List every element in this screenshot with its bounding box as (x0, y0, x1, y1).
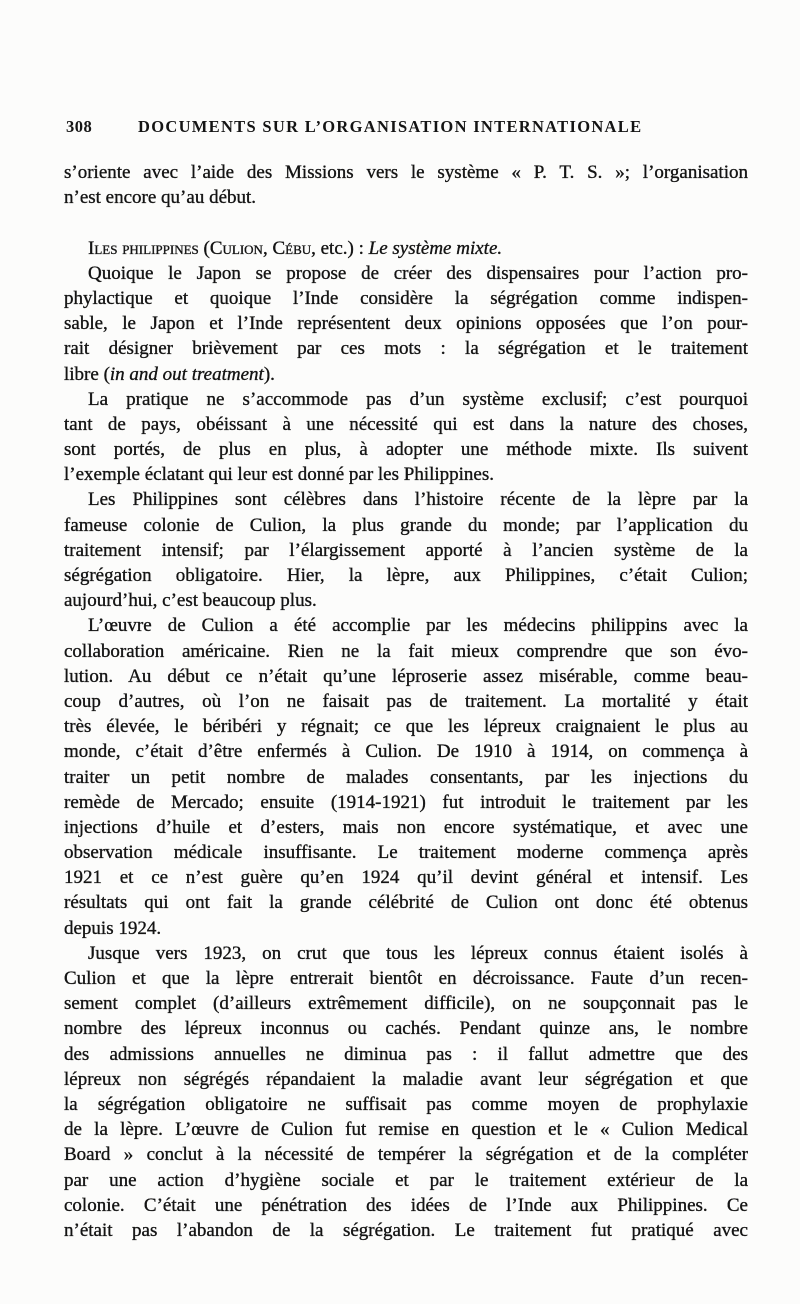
text-line: la ségrégation obligatoire ne suffisait pas comme moyen de prophylaxie (64, 1093, 748, 1115)
paragraph-first-line: La pratique ne s’accommode pas d’un système exclusif; c’est pourquoi (88, 388, 748, 410)
text-line: n’est encore qu’au début. (64, 187, 257, 209)
heading-place: Iles philippines (88, 237, 199, 259)
text-line: ségrégation obligatoire. Hier, la lèpre, aux Philippines, c’était Culion; (64, 565, 748, 586)
page-number: 308 (66, 117, 93, 136)
libre-before: libre ( (64, 363, 110, 385)
text-line: coup d’autres, où l’on ne faisait pas de traitement. La mortalité y était (64, 690, 748, 712)
heading-separator: : (358, 237, 364, 259)
text-line: Culion et que la lèpre entrerait bientôt en décroissance. Faute d’un recen- (64, 968, 748, 989)
text-line: sont portés, de plus en plus, à adopter une méthode mixte. Ils suivent (64, 439, 748, 461)
text-line: depuis 1924. (64, 917, 162, 939)
text-line: traitement intensif; par l’élargissement apporté à l’ancien système de la (64, 539, 748, 561)
text-line: traiter un petit nombre de malades consentants, par les injections du (64, 766, 748, 788)
text-line: par une action d’hygiène sociale et par le traitement extérieur de la (64, 1169, 748, 1191)
heading-etc: etc.) (320, 237, 354, 259)
paragraph-first-line: Quoique le Japon se propose de créer des dispensaires pour l’action pro- (88, 262, 748, 284)
page-body (64, 160, 748, 1243)
section-heading (64, 236, 748, 261)
text-line: s’oriente avec l’aide des Missions vers le système « P. T. S. »; l’organisation (64, 162, 748, 183)
text-line: aujourd’hui, c’est beaucoup plus. (64, 590, 317, 612)
text-line: observation médicale insuffisante. Le traitement moderne commença après (64, 842, 748, 864)
paragraph-first-line: Jusque vers 1923, on crut que tous les lépreux connus étaient isolés à (88, 942, 748, 964)
text-line: de la lèpre. L’œuvre de Culion fut remise en question et le « Culion Medical (64, 1119, 748, 1141)
paragraph-first-line: L’œuvre de Culion a été accomplie par les médecins philippins avec la (88, 615, 748, 637)
text-line: sement complet (d’ailleurs extrêmement difficile), on ne soupçonnait pas le (64, 993, 748, 1015)
text-line: Board » conclut à la nécessité de tempérer la ségrégation et de la compléter (64, 1144, 748, 1166)
text-line: résultats qui ont fait la grande célébrité de Culion ont donc été obtenus (64, 892, 748, 914)
heading-subplaces: (Culion, Cébu, (203, 237, 316, 259)
libre-italic: in and out treatment (109, 363, 264, 385)
text-line (64, 362, 748, 387)
text-line: des admissions annuelles ne diminua pas : il fallut admettre que des (64, 1043, 748, 1065)
text-line: injections d’huile et d’esters, mais non encore systématique, et avec une (64, 816, 748, 838)
text-line: 1921 et ce n’est guère qu’en 1924 qu’il devint général et intensif. Les (64, 867, 748, 889)
heading-title: Le système mixte. (368, 237, 503, 259)
text-line: nombre des lépreux inconnus ou cachés. Pendant quinze ans, le nombre (64, 1018, 748, 1040)
paragraph-first-line: Les Philippines sont célèbres dans l’histoire récente de la lèpre par la (88, 489, 748, 511)
text-line: colonie. C’était une pénétration des idées de l’Inde aux Philippines. Ce (64, 1194, 748, 1216)
blank-line (64, 210, 748, 235)
text-line: collaboration américaine. Rien ne la fait mieux comprendre que son évo- (64, 640, 748, 662)
text-line: rait désigner brièvement par ces mots : la ségrégation et le traitement (64, 338, 748, 360)
text-line: fameuse colonie de Culion, la plus grande du monde; par l’application du (64, 514, 748, 536)
text-line: sable, le Japon et l’Inde représentent deux opinions opposées que l’on pour- (64, 313, 748, 335)
running-head (66, 114, 642, 140)
libre-after: ). (263, 363, 275, 385)
text-line: très élevée, le béribéri y régnait; ce que les lépreux craignaient le plus au (64, 716, 748, 738)
text-line: monde, c’était d’être enfermés à Culion. De 1910 à 1914, on commença à (64, 741, 748, 763)
text-line: n’était pas l’abandon de la ségrégation. Le traitement fut pratiqué avec (64, 1219, 748, 1241)
text-line: remède de Mercado; ensuite (1914-1921) fut introduit le traitement par les (64, 791, 748, 813)
text-line: tant de pays, obéissant à une nécessité qui est dans la nature des choses, (64, 413, 748, 435)
text-line: lépreux non ségrégés répandaient la maladie avant leur ségrégation et que (64, 1068, 748, 1090)
text-line: phylactique et quoique l’Inde considère la ségrégation comme indispen- (64, 287, 748, 309)
text-line: lution. Au début ce n’était qu’une léproserie assez misérable, comme beau- (64, 665, 748, 687)
text-line: l’exemple éclatant qui leur est donné par les Philippines. (64, 464, 495, 486)
running-title: DOCUMENTS SUR L’ORGANISATION INTERNATIONALE (138, 117, 643, 136)
